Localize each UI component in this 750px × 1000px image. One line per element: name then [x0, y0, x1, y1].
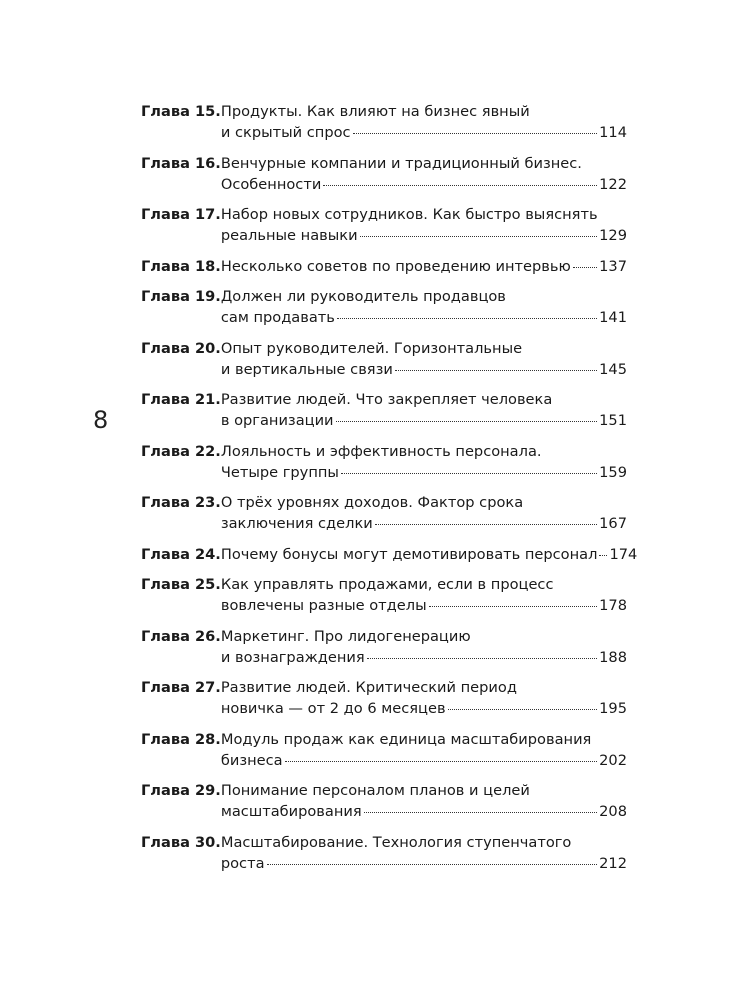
chapter-label: Глава 24.	[141, 545, 221, 563]
chapter-title	[221, 338, 627, 380]
page-ref: 167	[599, 515, 627, 532]
toc-entry[interactable]	[141, 101, 627, 143]
page-ref: 137	[599, 257, 627, 275]
page-ref: 114	[599, 124, 627, 141]
chapter-title-line: реальные навыки	[220, 227, 358, 244]
chapter-title	[221, 626, 627, 668]
chapter-label: Глава 15.	[141, 103, 221, 120]
chapter-title	[221, 729, 627, 771]
dot-leader	[323, 184, 597, 186]
toc-entry[interactable]	[141, 626, 627, 668]
page-ref: 129	[599, 227, 627, 244]
chapter-title-line: Развитие людей. Что закрепляет человека	[220, 391, 553, 408]
chapter-title	[221, 389, 627, 431]
chapter-title-line: в организации	[220, 412, 334, 429]
chapter-title-line: Набор новых сотрудников. Как быстро выяснять	[220, 206, 598, 223]
chapter-title-line: и вертикальные связи	[220, 360, 393, 378]
dot-leader	[573, 266, 597, 268]
chapter-title-last-line	[221, 225, 627, 246]
chapter-title-line: заключения сделки	[220, 515, 373, 532]
chapter-title	[221, 832, 627, 874]
toc-entry[interactable]	[141, 153, 627, 195]
toc-entry[interactable]	[141, 780, 627, 822]
dot-leader	[448, 708, 598, 710]
chapter-label: Глава 18.	[141, 257, 221, 275]
chapter-title-last-line	[221, 595, 627, 616]
page-ref: 178	[599, 597, 627, 614]
chapter-title-last-line	[221, 801, 627, 822]
chapter-label: Глава 30.	[141, 833, 221, 851]
page-ref: 141	[599, 309, 627, 326]
chapter-title-line: Несколько советов по проведению интервью	[220, 257, 571, 275]
chapter-title	[221, 204, 627, 246]
toc-entry[interactable]	[141, 574, 627, 616]
chapter-title-last-line	[221, 513, 627, 534]
dot-leader	[360, 235, 598, 237]
page-ref: 151	[599, 412, 627, 429]
chapter-title-line: О трёх уровнях доходов. Фактор срока	[220, 494, 524, 511]
chapter-title-last-line	[221, 647, 627, 668]
chapter-title-line: Понимание персоналом планов и целей	[220, 782, 530, 799]
page-ref: 174	[609, 545, 638, 563]
dot-leader	[599, 554, 607, 556]
chapter-title	[221, 256, 627, 277]
chapter-title	[221, 574, 627, 616]
chapter-title-line: Венчурные компании и традиционный бизнес.	[220, 154, 582, 172]
chapter-title	[221, 286, 627, 328]
chapter-title-last-line	[221, 750, 627, 771]
chapter-label: Глава 28.	[141, 730, 221, 748]
chapter-label: Глава 16.	[141, 154, 221, 172]
chapter-title-line: Как управлять продажами, если в процесс	[220, 576, 554, 593]
toc-entry[interactable]	[141, 256, 627, 277]
chapter-title	[221, 101, 627, 143]
chapter-title-last-line	[221, 410, 627, 431]
toc-entry[interactable]	[141, 389, 627, 431]
dot-leader	[337, 317, 597, 319]
chapter-title	[221, 441, 627, 483]
chapter-label: Глава 20.	[141, 339, 221, 357]
toc-entry[interactable]	[141, 338, 627, 380]
chapter-title-line: Опыт руководителей. Горизонтальные	[220, 339, 523, 357]
chapter-label: Глава 27.	[141, 679, 221, 696]
chapter-label: Глава 26.	[141, 627, 221, 645]
chapter-title	[221, 492, 627, 534]
chapter-title-line: Лояльность и эффективность персонала.	[220, 442, 542, 460]
dot-leader	[395, 369, 597, 371]
toc-entry[interactable]	[141, 677, 627, 719]
toc-entry[interactable]	[141, 492, 627, 534]
toc-entry[interactable]	[141, 204, 627, 246]
chapter-label: Глава 19.	[141, 288, 221, 305]
dot-leader	[285, 760, 598, 762]
chapter-title	[220, 544, 638, 565]
chapter-title-last-line	[221, 307, 627, 328]
chapter-label: Глава 25.	[141, 576, 221, 593]
toc-entry[interactable]	[141, 729, 627, 771]
dot-leader	[367, 657, 597, 659]
chapter-title	[221, 153, 627, 195]
dot-leader	[375, 523, 597, 525]
page-ref: 202	[599, 751, 627, 769]
chapter-title-line: Маркетинг. Про лидогенерацию	[220, 627, 471, 645]
chapter-title-last-line	[221, 359, 627, 380]
chapter-title-last-line	[221, 698, 627, 719]
chapter-label: Глава 23.	[141, 494, 221, 511]
chapter-title-line: бизнеса	[220, 751, 283, 769]
toc-entry[interactable]	[141, 286, 627, 328]
toc-entry[interactable]	[141, 441, 627, 483]
chapter-label: Глава 21.	[141, 391, 221, 408]
page-ref: 188	[599, 648, 627, 666]
page-ref: 159	[599, 463, 627, 481]
chapter-title	[221, 780, 627, 822]
chapter-title-line: вовлечены разные отделы	[220, 597, 427, 614]
chapter-label: Глава 17.	[141, 206, 221, 223]
chapter-label: Глава 22.	[141, 442, 221, 460]
chapter-title-line: роста	[220, 854, 265, 872]
dot-leader	[429, 605, 598, 607]
chapter-title-line: сам продавать	[220, 309, 335, 326]
page-ref: 195	[599, 700, 627, 717]
chapter-title-line: Развитие людей. Критический период	[220, 679, 517, 696]
chapter-title-line: Модуль продаж как единица масштабирования	[220, 730, 592, 748]
chapter-title-last-line	[220, 544, 638, 565]
chapter-title-line: Четыре группы	[220, 463, 339, 481]
chapter-title-last-line	[221, 462, 627, 483]
page-ref: 145	[599, 360, 627, 378]
dot-leader	[341, 472, 597, 474]
chapter-title-line: новичка — от 2 до 6 месяцев	[220, 700, 446, 717]
table-of-contents	[141, 101, 638, 883]
page-ref: 208	[599, 803, 627, 820]
chapter-title-line: Продукты. Как влияют на бизнес явный	[220, 103, 530, 120]
dot-leader	[353, 132, 598, 134]
toc-entry[interactable]	[141, 832, 627, 874]
chapter-title-line: Особенности	[220, 175, 322, 193]
chapter-title-last-line	[221, 122, 627, 143]
toc-entry[interactable]	[141, 544, 638, 565]
chapter-title	[221, 677, 627, 719]
chapter-title-line: и вознаграждения	[220, 648, 365, 666]
chapter-title-line: Должен ли руководитель продавцов	[220, 288, 506, 305]
dot-leader	[336, 420, 598, 422]
chapter-title-last-line	[221, 853, 627, 874]
chapter-title-last-line	[221, 174, 627, 195]
dot-leader	[364, 811, 597, 813]
page-number: 8	[93, 406, 109, 434]
chapter-title-line: и скрытый спрос	[220, 124, 351, 141]
chapter-title-line: масштабирования	[220, 803, 362, 820]
page-ref: 122	[599, 175, 627, 193]
chapter-title-line: Масштабирование. Технология ступенчатого	[220, 833, 572, 851]
chapter-title-line: Почему бонусы могут демотивировать персонал	[220, 545, 598, 563]
dot-leader	[267, 863, 598, 865]
page-ref: 212	[599, 854, 627, 872]
chapter-title-last-line	[221, 256, 627, 277]
chapter-label: Глава 29.	[141, 782, 221, 799]
